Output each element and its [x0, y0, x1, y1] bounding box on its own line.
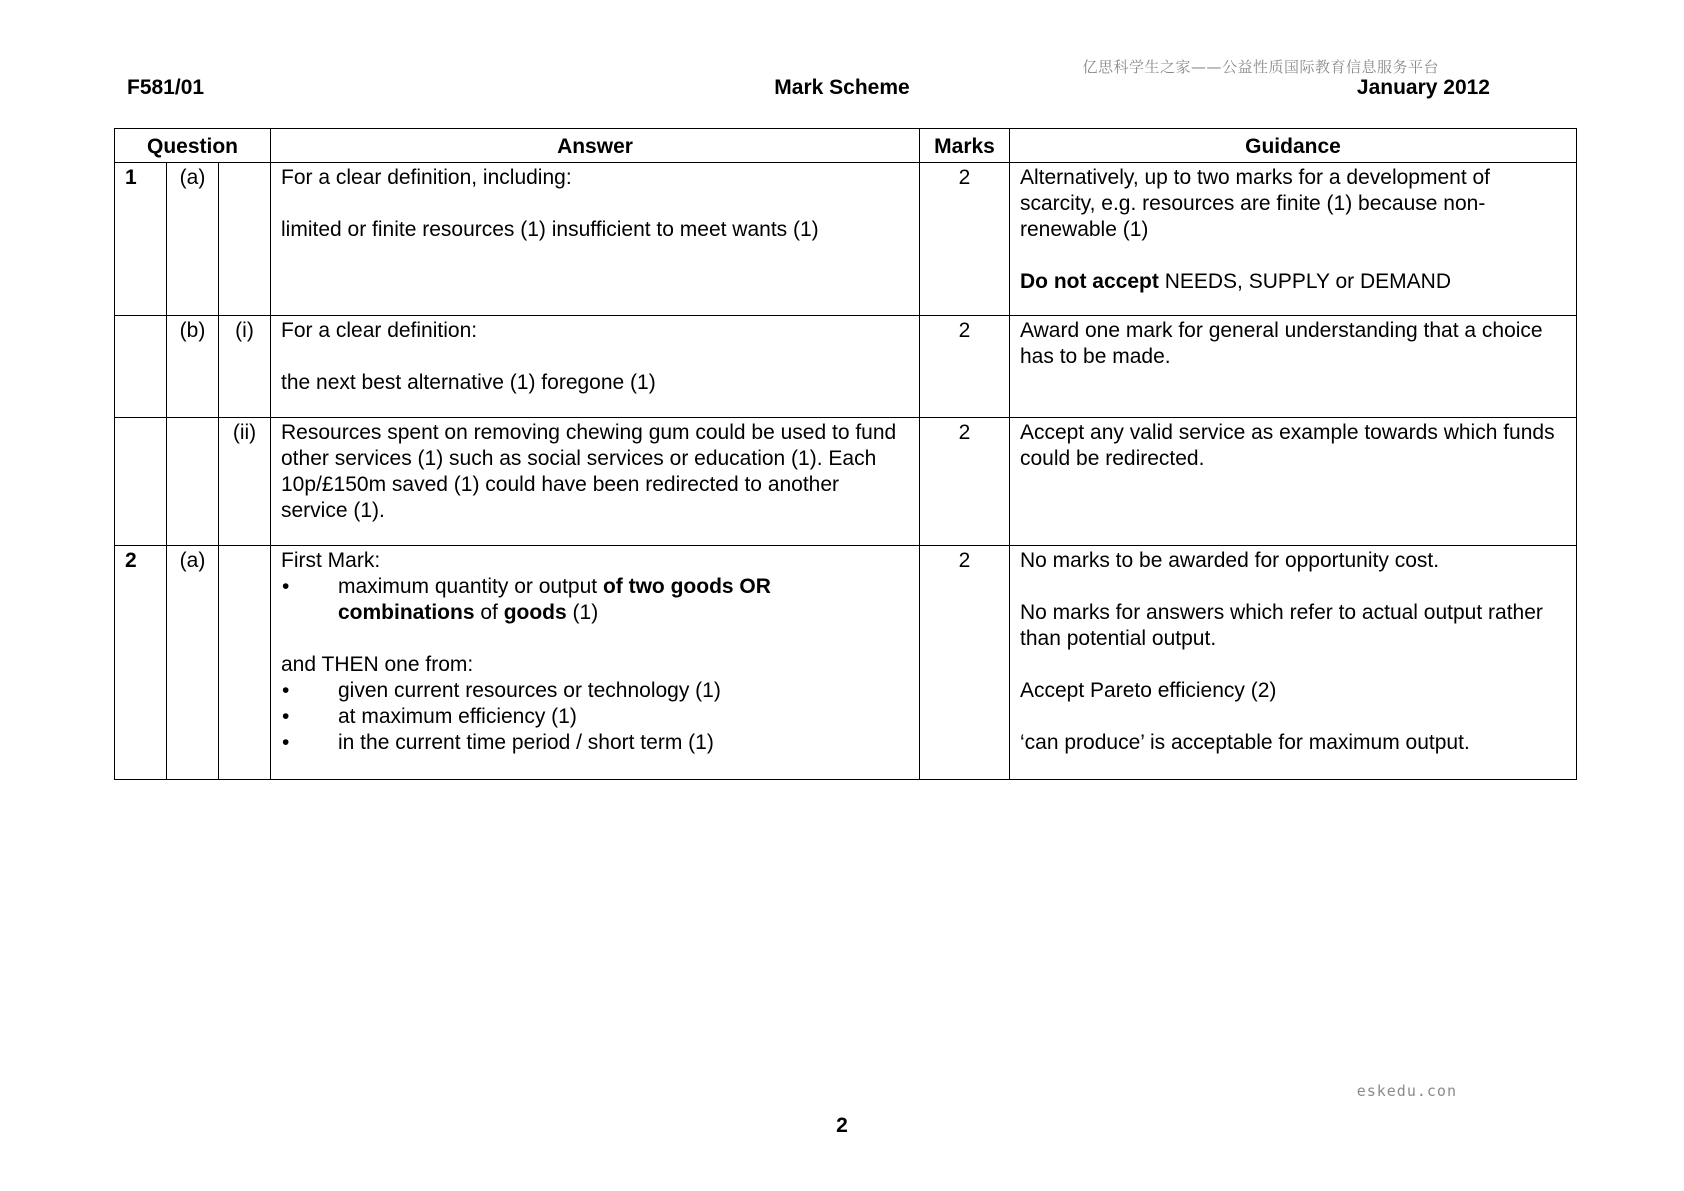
- question-part: (b): [167, 316, 219, 418]
- column-header-guidance: Guidance: [1010, 129, 1577, 163]
- question-subpart: [219, 163, 271, 316]
- question-subpart: [219, 546, 271, 780]
- question-subpart: (i): [219, 316, 271, 418]
- guidance-cell: [1010, 163, 1577, 316]
- list-item: • given current resources or technology (1): [281, 678, 909, 704]
- question-subpart: (ii): [219, 418, 271, 546]
- question-part: (a): [167, 163, 219, 316]
- answer-line: Resources spent on removing chewing gum could be used to fund other services (1) such as social services or education (1). Each 10p/£150m saved (1) could have been redirected to another service (1).: [281, 421, 897, 522]
- marks-cell: 2: [920, 418, 1010, 546]
- guidance-text: ‘can produce’ is acceptable for maximum output.: [1020, 731, 1470, 754]
- answer-cell: [271, 418, 920, 546]
- guidance-text: No marks to be awarded for opportunity cost.: [1020, 549, 1440, 572]
- column-header-question: Question: [115, 129, 271, 163]
- answer-cell: [271, 546, 920, 780]
- table-header-row: [115, 129, 1577, 163]
- guidance-cell: [1010, 418, 1577, 546]
- list-item: • at maximum efficiency (1): [281, 704, 909, 730]
- paper-code: F581/01: [127, 76, 205, 99]
- guidance-text: Alternatively, up to two marks for a development of scarcity, e.g. resources are finite (1) because non-renewable (1): [1020, 166, 1490, 241]
- mark-scheme-table: [114, 128, 1577, 780]
- table-row: [115, 546, 1577, 780]
- marks-cell: 2: [920, 316, 1010, 418]
- table-row: [115, 163, 1577, 316]
- column-header-answer: Answer: [271, 129, 920, 163]
- watermark-top: 亿思科学生之家——公益性质国际教育信息服务平台: [1082, 58, 1439, 76]
- question-part: [167, 418, 219, 546]
- question-number: [115, 316, 167, 418]
- answer-line: For a clear definition:: [281, 319, 478, 342]
- list-item: • maximum quantity or output of two goods OR combinations of goods (1): [281, 574, 909, 626]
- bullet-list: [281, 574, 909, 626]
- question-number: [115, 418, 167, 546]
- page-number: 2: [836, 1114, 848, 1137]
- question-number: 2: [115, 546, 167, 780]
- answer-line: and THEN one from:: [281, 653, 474, 676]
- exam-date: January 2012: [1356, 76, 1490, 99]
- guidance-text-rest: NEEDS, SUPPLY or DEMAND: [1158, 270, 1451, 293]
- page-title: Mark Scheme: [774, 76, 910, 99]
- marks-cell: 2: [920, 546, 1010, 780]
- column-header-marks: Marks: [920, 129, 1010, 163]
- answer-line: First Mark:: [281, 549, 381, 572]
- answer-line: For a clear definition, including:: [281, 166, 572, 189]
- list-item: • in the current time period / short term (1): [281, 730, 909, 756]
- guidance-emphasis: Do not accept: [1020, 270, 1159, 293]
- guidance-text: Accept any valid service as example towards which funds could be redirected.: [1020, 421, 1555, 470]
- guidance-cell: [1010, 546, 1577, 780]
- guidance-text: [1020, 269, 1566, 295]
- guidance-text: No marks for answers which refer to actual output rather than potential output.: [1020, 601, 1543, 650]
- guidance-cell: [1010, 316, 1577, 418]
- bullet-list: [281, 678, 909, 756]
- table-row: [115, 418, 1577, 546]
- table-row: [115, 316, 1577, 418]
- answer-cell: [271, 163, 920, 316]
- question-part: (a): [167, 546, 219, 780]
- guidance-text: Accept Pareto efficiency (2): [1020, 679, 1277, 702]
- marks-cell: 2: [920, 163, 1010, 316]
- question-number: 1: [115, 163, 167, 316]
- answer-line: limited or finite resources (1) insufficient to meet wants (1): [281, 218, 819, 241]
- guidance-text: Award one mark for general understanding that a choice has to be made.: [1020, 319, 1543, 368]
- answer-cell: [271, 316, 920, 418]
- watermark-bottom: eskedu.con: [1356, 1082, 1457, 1100]
- answer-line: the next best alternative (1) foregone (1): [281, 371, 656, 394]
